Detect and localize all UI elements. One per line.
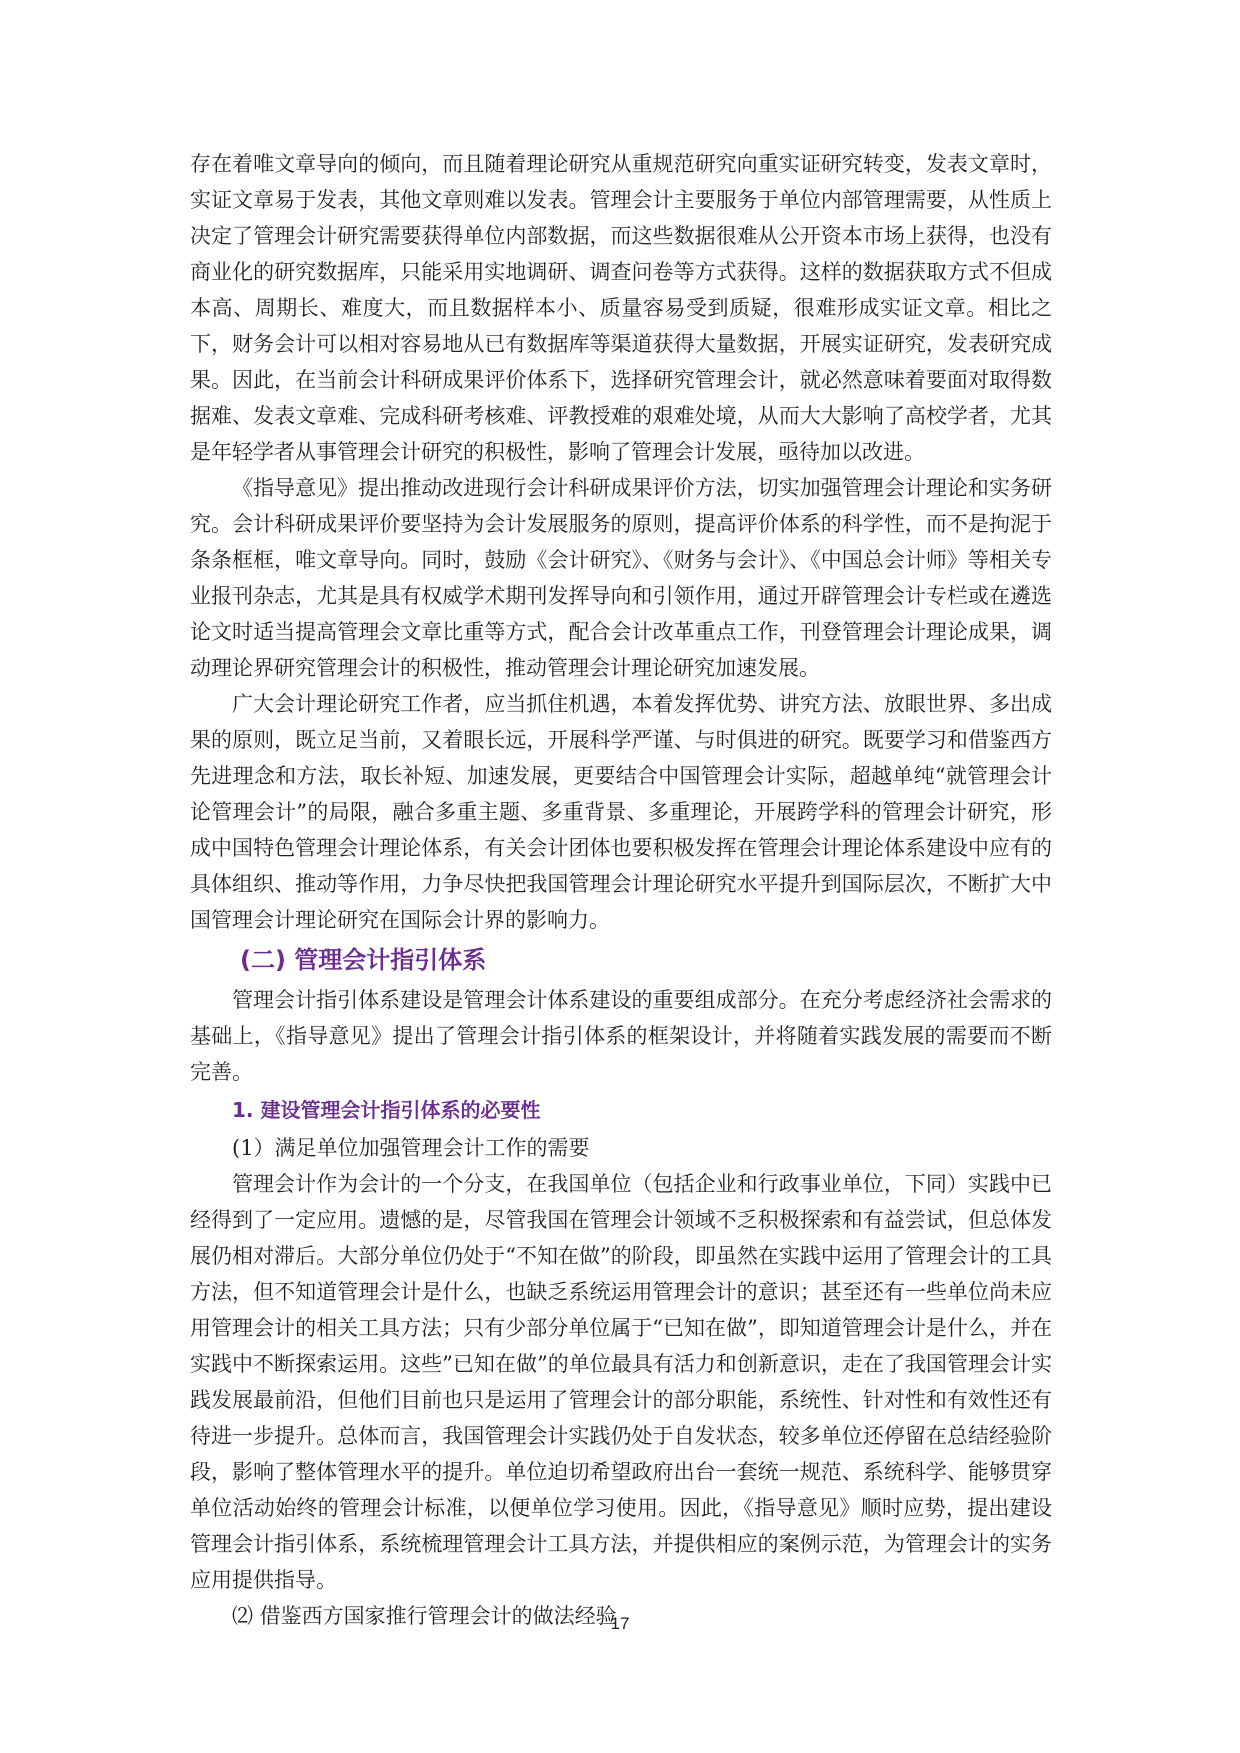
subsection-heading: 1. 建设管理会计指引体系的必要性 <box>232 1098 541 1122</box>
paragraph-guideline-system: 管理会计指引体系建设是管理会计体系建设的重要组成部分。在充分考虑经济社会需求的基础上，《指导意见》提出了管理会计指引体系的框架设计，并将随着实践发展的需要而不断完善。 <box>190 988 1052 1084</box>
paragraph-research-evaluation: 存在着唯文章导向的倾向，而且随着理论研究从重规范研究向重实证研究转变，发表文章时，实证文章易于发表，其他文章则难以发表。管理会计主要服务于单位内部管理需要，从性质上决定了管理会计研究需要获得单位内部数据，而这些数据很难从公开资本市场上获得，也没有商业化的研究数据库，只能采用实地调研、调查问卷等方式获得。这样的数据获取方式不但成本高、周期长、难度大，而且数据样本小、质量容易受到质疑，很难形成实证文章。相比之下，财务会计可以相对容易地从已有数据库等渠道获得大量数据，开展实证研究，发表研究成果。因此，在当前会计科研成果评价体系下，选择研究管理会计，就必然意味着要面对取得数据难、发表文章难、完成科研考核难、评教授难的艰难处境，从而大大影响了高校学者，尤其是年轻学者从事管理会计研究的积极性，影响了管理会计发展，亟待加以改进。 <box>190 152 1052 464</box>
paragraph-management-accounting-practice: 管理会计作为会计的一个分支，在我国单位（包括企业和行政事业单位，下同）实践中已经得到了一定应用。遗憾的是，尽管我国在管理会计领域不乏积极探索和有益尝试，但总体发展仍相对滞后。大部分单位仍处于“不知在做”的阶段，即虽然在实践中运用了管理会计的工具方法，但不知道管理会计是什么，也缺乏系统运用管理会计的意识；甚至还有一些单位尚未应用管理会计的相关工具方法；只有少部分单位属于“已知在做”，即知道管理会计是什么，并在实践中不断探索运用。这些”已知在做”的单位最具有活力和创新意识，走在了我国管理会计实践发展最前沿，但他们目前也只是运用了管理会计的部分职能，系统性、针对性和有效性还有待进一步提升。总体而言，我国管理会计实践仍处于自发状态，较多单位还停留在总结经验阶段，影响了整体管理水平的提升。单位迫切希望政府出台一套统一规范、系统科学、能够贯穿单位活动始终的管理会计标准，以便单位学习使用。因此，《指导意见》顺时应势，提出建设管理会计指引体系，系统梳理管理会计工具方法，并提供相应的案例示范，为管理会计的实务应用提供指导。 <box>190 1172 1052 1592</box>
paragraph-researchers: 广大会计理论研究工作者，应当抓住机遇，本着发挥优势、讲究方法、放眼世界、多出成果的原则，既立足当前，又着眼长远，开展科学严谨、与时俱进的研究。既要学习和借鉴西方先进理念和方法，取长补短、加速发展，更要结合中国管理会计实际，超越单纯“就管理会计论管理会计”的局限，融合多重主题、多重背景、多重理论，开展跨学科的管理会计研究，形成中国特色管理会计理论体系，有关会计团体也要积极发挥在管理会计理论体系建设中应有的具体组织、推动等作用，力争尽快把我国管理会计理论研究水平提升到国际层次，不断扩大中国管理会计理论研究在国际会计界的影响力。 <box>190 692 1052 932</box>
page-body <box>190 146 1052 1634</box>
list-item-2: ⑵ 借鉴西方国家推行管理会计的做法经验 <box>232 1604 617 1628</box>
paragraph-guidance-opinion: 《指导意见》提出推动改进现行会计科研成果评价方法，切实加强管理会计理论和实务研究。会计科研成果评价要坚持为会计发展服务的原则，提高评价体系的科学性，而不是拘泥于条条框框，唯文章导向。同时，鼓励《会计研究》、《财务与会计》、《中国总会计师》等相关专业报刊杂志，尤其是具有权威学术期刊发挥导向和引领作用，通过开辟管理会计专栏或在遴选论文时适当提高管理会文章比重等方式，配合会计改革重点工作，刊登管理会计理论成果，调动理论界研究管理会计的积极性，推动管理会计理论研究加速发展。 <box>190 476 1052 680</box>
page-number: 17 <box>610 1614 630 1633</box>
list-item-1: (1）满足单位加强管理会计工作的需要 <box>232 1136 590 1160</box>
section-heading: (二) 管理会计指引体系 <box>240 946 487 974</box>
